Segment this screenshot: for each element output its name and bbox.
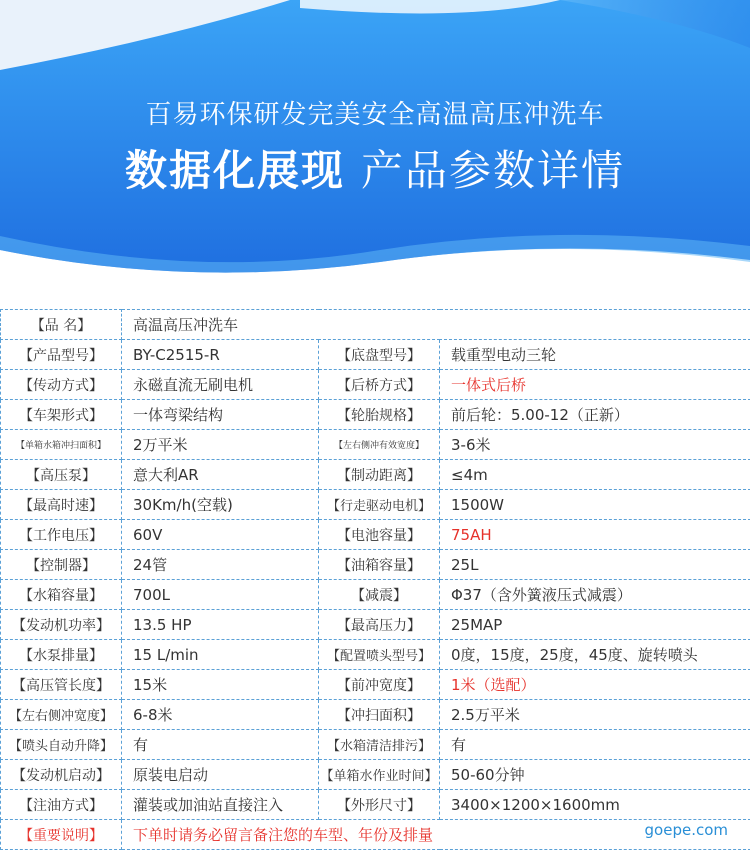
spec-value: 3400×1200×1600mm [440,790,750,820]
banner-subtitle: 百易环保研发完美安全高温高压冲洗车 [145,100,605,130]
table-row [1,340,750,370]
spec-label: 【控制器】 [1,550,122,580]
spec-value: 6-8米 [122,700,319,730]
spec-label: 【单箱水箱冲扫面积】 [1,430,122,460]
spec-value: 25MAP [440,610,750,640]
spec-label: 【品 名】 [1,310,122,340]
spec-value: Φ37（含外簧液压式减震） [440,580,750,610]
spec-label: 【制动距离】 [319,460,440,490]
spec-value: 1500W [440,490,750,520]
spec-label: 【减震】 [319,580,440,610]
spec-value: 0度，15度，25度，45度、旋转喷头 [440,640,750,670]
spec-value: 灌装或加油站直接注入 [122,790,319,820]
spec-label: 【水箱容量】 [1,580,122,610]
spec-value: 原装电启动 [122,760,319,790]
spec-value: 50-60分钟 [440,760,750,790]
spec-label: 【单箱水作业时间】 [319,760,440,790]
spec-value: 载重型电动三轮 [440,340,750,370]
spec-label: 【左右侧冲有效宽度】 [319,430,440,460]
spec-value: 3-6米 [440,430,750,460]
spec-value: 一体弯梁结构 [122,400,319,430]
spec-value: 700L [122,580,319,610]
spec-value: 有 [440,730,750,760]
table-row [1,790,750,820]
spec-value: BY-C2515-R [122,340,319,370]
table-row [1,760,750,790]
spec-label: 【传动方式】 [1,370,122,400]
spec-label: 【后桥方式】 [319,370,440,400]
watermark: goepe.com [644,821,728,839]
spec-value: 意大利AR [122,460,319,490]
spec-label: 【底盘型号】 [319,340,440,370]
spec-label: 【油箱容量】 [319,550,440,580]
spec-label: 【轮胎规格】 [319,400,440,430]
spec-label: 【左右侧冲宽度】 [1,700,122,730]
table-row [1,550,750,580]
header-banner [0,0,750,290]
spec-label: 【工作电压】 [1,520,122,550]
table-row [1,610,750,640]
table-row [1,580,750,610]
spec-label: 【发动机功率】 [1,610,122,640]
spec-label: 【配置喷头型号】 [319,640,440,670]
spec-label: 【产品型号】 [1,340,122,370]
spec-value: 60V [122,520,319,550]
banner-title-bold: 数据化展现 [124,146,345,195]
table-row [1,310,750,340]
spec-value: 24管 [122,550,319,580]
spec-value: 25L [440,550,750,580]
table-row [1,670,750,700]
table-row [1,490,750,520]
spec-value: 永磁直流无刷电机 [122,370,319,400]
spec-label: 【车架形式】 [1,400,122,430]
spec-label: 【高压泵】 [1,460,122,490]
spec-label: 【最高时速】 [1,490,122,520]
spec-value: 13.5 HP [122,610,319,640]
spec-value: 15 L/min [122,640,319,670]
note-label: 【重要说明】 [1,820,122,850]
table-row [1,430,750,460]
note-row [1,820,750,850]
spec-table [0,309,750,850]
banner-title [0,138,750,198]
spec-value: ≤4m [440,460,750,490]
table-row [1,460,750,490]
note-text: 下单时请务必留言备注您的车型、年份及排量 [122,820,750,850]
spec-value: 75AH [440,520,750,550]
table-row [1,520,750,550]
spec-value: 前后轮：5.00-12（正新） [440,400,750,430]
spec-value: 30Km/h(空载) [122,490,319,520]
spec-value: 15米 [122,670,319,700]
spec-label: 【最高压力】 [319,610,440,640]
table-row [1,730,750,760]
spec-value: 1米（选配） [440,670,750,700]
spec-value: 一体式后桥 [440,370,750,400]
spec-label: 【前冲宽度】 [319,670,440,700]
spec-label: 【电池容量】 [319,520,440,550]
spec-value: 2万平米 [122,430,319,460]
spec-label: 【发动机启动】 [1,760,122,790]
spec-label: 【水泵排量】 [1,640,122,670]
spec-label: 【外形尺寸】 [319,790,440,820]
table-row [1,370,750,400]
spec-label: 【注油方式】 [1,790,122,820]
banner-title-light: 产品参数详情 [361,146,626,195]
spec-value: 高温高压冲洗车 [122,310,750,340]
spec-label: 【行走驱动电机】 [319,490,440,520]
spec-value: 2.5万平米 [440,700,750,730]
spec-label: 【高压管长度】 [1,670,122,700]
table-row [1,700,750,730]
spec-label: 【水箱清洁排污】 [319,730,440,760]
spec-label: 【冲扫面积】 [319,700,440,730]
table-row [1,400,750,430]
spec-value: 有 [122,730,319,760]
table-row [1,640,750,670]
spec-label: 【喷头自动升降】 [1,730,122,760]
